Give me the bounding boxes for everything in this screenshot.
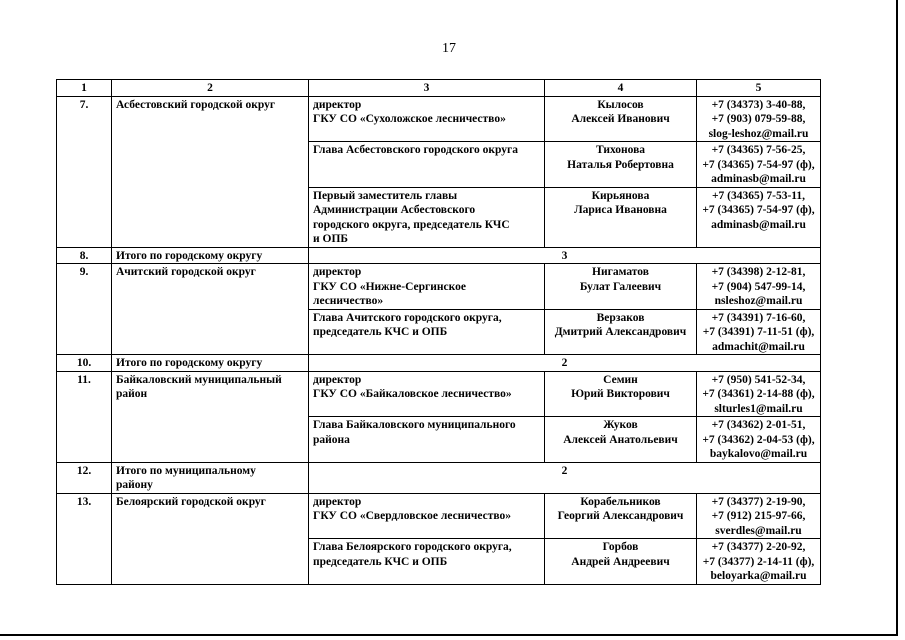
person-cell-line: Булат Галеевич [579,280,662,293]
person-cell-line: Алексей Анатольевич [563,433,678,446]
position-cell-line: лесничество» [313,295,384,307]
contacts-cell-line: slturles1@mail.ru [714,402,803,415]
district-name: Белоярский городской округ [112,493,309,584]
contacts-cell-line: +7 (903) 079-59-88, [711,113,806,125]
contacts-cell-line: adminasb@mail.ru [711,173,806,185]
table-row [57,96,821,142]
position-cell [309,142,545,188]
contacts-cell-line: +7 (34362) 2-01-51, [711,419,806,431]
person-cell [545,371,697,417]
person-cell-line: Юрий Викторович [571,388,670,400]
position-cell-line: директор [313,266,362,278]
total-label-line: Итого по городскому округу [116,357,263,369]
total-label-line: району [116,479,153,491]
position-cell-line: директор [313,373,362,386]
position-cell-line: ГКУ СО «Нижне-Сергинское [313,280,466,293]
page-number: 17 [442,41,456,56]
person-cell-line: Лариса Ивановна [574,204,667,216]
table-body [57,96,821,584]
contacts-cell [697,493,821,539]
district-name: Ачитский городской округ [112,264,309,355]
contacts-cell-line: sverdles@mail.ru [715,524,802,537]
contacts-cell [697,96,821,142]
header-cell: 5 [697,80,821,97]
person-cell [545,417,697,463]
person-cell-line: Горбов [602,541,639,553]
row-number: 13. [57,493,112,584]
header-cell: 1 [57,80,112,97]
contacts-cell [697,264,821,310]
total-label [112,247,309,264]
total-row-number: 12. [57,462,112,493]
person-cell-line: Кылосов [597,98,644,111]
total-label-line: Итого по муниципальному [116,464,256,477]
contacts-cell-line: +7 (34377) 2-14-11 (ф), [702,555,815,568]
table-row [57,493,821,539]
district-name: Байкаловский муниципальный район [112,371,309,462]
position-cell [309,187,545,247]
row-number: 11. [57,371,112,462]
contacts-cell-line: beloyarka@mail.ru [710,570,807,582]
total-label [112,462,309,493]
person-cell-line: Тихонова [595,144,646,156]
position-cell-line: председатель КЧС и ОПБ [313,326,448,338]
total-label-line: Итого по городскому округу [116,249,263,262]
contacts-cell-line: +7 (34365) 7-56-25, [711,144,806,156]
person-cell-line: Кирьянова [591,189,650,202]
contacts-cell-line: +7 (34365) 7-54-97 (ф), [702,158,815,171]
position-cell-line: Глава Асбестовского городского округа [313,144,519,156]
position-cell-line: и ОПБ [313,233,348,245]
total-label [112,355,309,372]
person-cell-line: Дмитрий Александрович [554,326,687,338]
person-cell-line: Семин [603,373,638,386]
position-cell-line: Первый заместитель главы [313,189,458,202]
contacts-cell-line: +7 (34391) 7-11-51 (ф), [702,326,815,338]
header-cell: 3 [309,80,545,97]
total-row [57,462,821,493]
position-cell-line: Администрации Асбестовского [313,204,476,216]
person-cell [545,96,697,142]
position-cell [309,493,545,539]
position-cell [309,371,545,417]
person-cell [545,309,697,355]
person-cell [545,539,697,585]
contacts-cell-line: +7 (34362) 2-04-53 (ф), [702,433,815,446]
position-cell-line: председатель КЧС и ОПБ [313,555,448,568]
position-cell-line: ГКУ СО «Свердловское лесничество» [313,510,512,522]
position-cell-line: Глава Ачитского городского округа, [313,311,502,324]
person-cell-line: Жуков [603,419,638,431]
contacts-cell [697,187,821,247]
contacts-cell [697,539,821,585]
row-number: 7. [57,96,112,247]
table-row [57,371,821,417]
total-row [57,247,821,264]
person-cell-line: Наталья Робертовна [567,158,674,171]
row-number: 9. [57,264,112,355]
person-cell-line: Андрей Андреевич [571,555,670,568]
total-value: 2 [309,355,821,372]
person-cell-line: Георгий Александрович [557,510,684,522]
contacts-cell-line: +7 (34365) 7-54-97 (ф), [702,204,815,216]
person-cell-line: Корабельников [580,495,661,508]
position-cell [309,264,545,310]
total-value: 3 [309,247,821,264]
contacts-cell-line: baykalovo@mail.ru [709,448,808,460]
header-cell: 4 [545,80,697,97]
total-value: 2 [309,462,821,493]
contacts-cell-line: slog-leshoz@mail.ru [708,127,809,140]
position-cell-line: Глава Белоярского городского округа, [313,541,512,553]
person-cell [545,142,697,188]
total-row-number: 10. [57,355,112,372]
position-cell [309,417,545,463]
contacts-cell-line: +7 (904) 547-99-14, [711,280,806,293]
total-row-number: 8. [57,247,112,264]
contacts-cell-line: +7 (34398) 2-12-81, [711,266,806,278]
position-cell [309,96,545,142]
contacts-cell-line: +7 (34377) 2-19-90, [711,495,806,508]
header-row [57,80,821,97]
contacts-table [56,79,821,585]
position-cell-line: Глава Байкаловского муниципального [313,419,516,431]
position-cell-line: директор [313,98,362,111]
table-row [57,264,821,310]
person-cell-line: Верзаков [596,311,645,324]
person-cell [545,187,697,247]
contacts-cell-line: +7 (34391) 7-16-60, [711,311,806,324]
person-cell [545,493,697,539]
contacts-cell [697,371,821,417]
district-name: Асбестовский городской округ [112,96,309,247]
position-cell-line: городского округа, председатель КЧС [313,218,510,231]
contacts-cell-line: +7 (950) 541-52-34, [711,373,806,386]
position-cell-line: директор [313,495,362,508]
person-cell-line: Нигаматов [592,266,649,278]
position-cell-line: ГКУ СО «Байкаловское лесничество» [313,388,512,400]
contacts-cell-line: +7 (34377) 2-20-92, [711,541,806,553]
contacts-cell-line: +7 (34373) 3-40-88, [711,98,806,111]
contacts-cell-line: adminasb@mail.ru [711,218,806,231]
contacts-cell [697,417,821,463]
position-cell [309,309,545,355]
header-cell: 2 [112,80,309,97]
position-cell [309,539,545,585]
contacts-cell [697,142,821,188]
contacts-cell-line: admachit@mail.ru [712,340,805,353]
contacts-cell [697,309,821,355]
person-cell-line: Алексей Иванович [571,113,670,125]
contacts-cell-line: +7 (34361) 2-14-88 (ф), [702,388,815,400]
contacts-cell-line: +7 (34365) 7-53-11, [711,189,806,202]
total-row [57,355,821,372]
contacts-cell-line: +7 (912) 215-97-66, [711,510,806,522]
position-cell-line: района [313,433,350,446]
contacts-cell-line: nsleshoz@mail.ru [714,295,803,307]
person-cell [545,264,697,310]
position-cell-line: ГКУ СО «Сухоложское лесничество» [313,113,506,125]
